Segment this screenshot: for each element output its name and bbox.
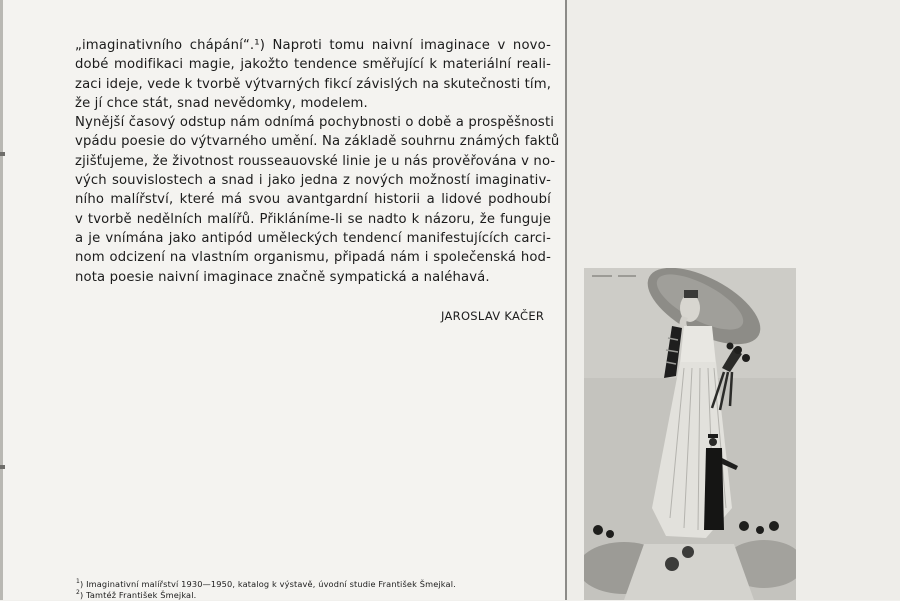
footnote-text: Tamtéž František Šmejkal.: [86, 590, 197, 600]
painting-reproduction: [584, 268, 796, 600]
text-line: nom odcizení na vlastním organismu, připadá nám i společenská hod-: [75, 250, 551, 266]
footnotes: [76, 579, 546, 601]
text-line: vých souvislostech a snad i jako jedna z nových možností imaginativ-: [75, 173, 551, 189]
text-line: a je vnímána jako antipód uměleckých tendencí manifestujících carci-: [75, 230, 551, 246]
binding-mark: [0, 465, 5, 469]
naive-painting-image: [584, 268, 796, 600]
text-line: ního malířství, které má svou avantgardní historii a lidové podhoubí: [75, 192, 551, 208]
man-head: [709, 438, 717, 446]
text-line: zaci ideje, vede k tvorbě výtvarných fikcí závislých na skutečnosti tím,: [75, 76, 552, 92]
man-body: [704, 448, 724, 530]
tree-icon: [606, 530, 614, 538]
text-line: že jí chce stát, snad nevědomky, modelem.: [75, 95, 368, 111]
article-text: [75, 36, 560, 287]
author-signature: JAROSLAV KAČER: [441, 309, 545, 323]
tree-icon: [769, 521, 779, 531]
page-edge: [0, 0, 3, 600]
tree-icon: [756, 526, 764, 534]
footnote-number: 1: [76, 578, 80, 585]
paragraph-1: [75, 36, 551, 113]
tree-icon: [593, 525, 603, 535]
footnote-text: Imaginativní malířství 1930—1950, katalog k výstavě, úvodní studie František Šmejkal.: [86, 579, 456, 589]
flower-head: [742, 354, 750, 362]
figure-bodice: [680, 326, 716, 364]
footnote: $^2$) Tamtéž František Šmejkal.: [76, 589, 197, 600]
tree-icon: [739, 521, 749, 531]
figure-hair: [684, 290, 698, 298]
bush-icon: [682, 546, 694, 558]
man-hat: [708, 434, 718, 438]
paragraph-2: [75, 113, 560, 287]
bush-icon: [665, 557, 679, 571]
flower-head: [727, 343, 734, 350]
footnote-number: 2: [76, 589, 80, 596]
text-line: v tvorbě nedělních malířů. Přikláníme-li se nadto k názoru, že funguje: [75, 211, 551, 227]
flower-head: [734, 346, 742, 354]
text-line: dobé modifikaci magie, jakožto tendence směřující k materiální reali-: [75, 57, 551, 73]
text-line: „imaginativního chápání“.¹) Naproti tomu naivní imaginace v novo-: [75, 38, 551, 53]
footnote: $^1$) Imaginativní malířství 1930—1950, katalog k výstavě, úvodní studie František Šmejkal.: [76, 578, 456, 589]
text-line: zjišťujeme, že životnost rousseauovské linie je u nás prověřována v no-: [75, 153, 556, 169]
text-line: nota poesie naivní imaginace značně sympatická a naléhavá.: [75, 269, 490, 285]
binding-mark: [0, 152, 5, 156]
text-line: Nynější časový odstup nám odnímá pochybnosti o době a prospěšnosti: [75, 115, 555, 131]
text-line: vpádu poesie do výtvarného umění. Na základě souhrnu známých faktů: [75, 134, 560, 150]
